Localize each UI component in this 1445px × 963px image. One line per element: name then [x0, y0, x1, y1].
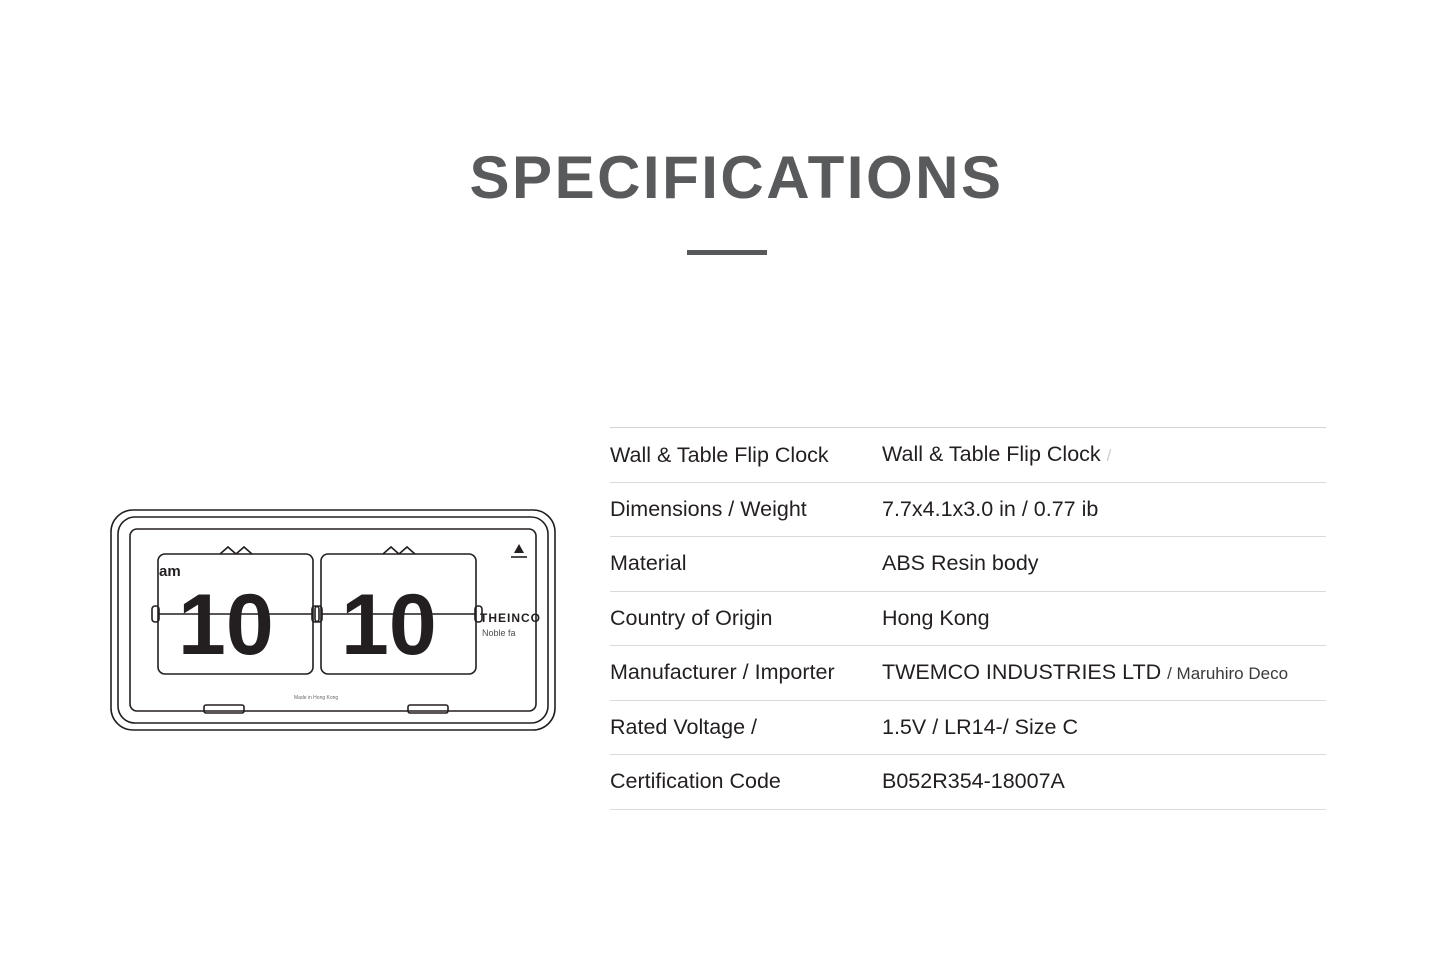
table-row — [610, 428, 1326, 483]
specifications-table — [610, 427, 1326, 810]
minute-digits: 10 — [341, 577, 437, 673]
brand-subtext: Noble fa — [482, 628, 516, 638]
spec-label: Certification Code — [610, 769, 781, 794]
base-microtext: Made in Hong Kong — [294, 695, 339, 701]
spec-value: B052R354-18007A — [882, 769, 1065, 794]
brand-wordmark: THEINCO — [480, 611, 541, 625]
table-row — [610, 591, 1326, 646]
spec-value: TWEMCO INDUSTRIES LTD — [882, 660, 1162, 685]
table-row — [610, 700, 1326, 755]
spec-label: Material — [610, 551, 687, 576]
table-cell-value — [882, 646, 1326, 701]
spec-value-extra: / Maruhiro Deco — [1167, 664, 1289, 684]
table-cell-value — [882, 428, 1326, 483]
table-cell-label — [610, 646, 882, 701]
spec-value: 1.5V / LR14-/ Size C — [882, 714, 1078, 739]
table-row — [610, 482, 1326, 537]
table-cell-value — [882, 482, 1326, 537]
page-header — [0, 144, 1445, 255]
spec-label: Manufacturer / Importer — [610, 660, 835, 685]
specifications-table-body — [610, 428, 1326, 810]
spec-label: Dimensions / Weight — [610, 496, 807, 521]
table-cell-value — [882, 755, 1326, 810]
table-cell-label — [610, 428, 882, 483]
table-cell-value — [882, 700, 1326, 755]
spec-label: Country of Origin — [610, 605, 773, 630]
title-underline-divider — [687, 250, 767, 255]
spec-value: Hong Kong — [882, 605, 990, 630]
spec-value: 7.7x4.1x3.0 in / 0.77 ib — [882, 496, 1099, 521]
am-indicator-label: am — [159, 563, 181, 580]
spec-label: Wall & Table Flip Clock — [610, 442, 829, 467]
spec-value: Wall & Table Flip Clock — [882, 442, 1101, 467]
table-cell-label — [610, 700, 882, 755]
product-illustration — [108, 500, 558, 740]
table-row — [610, 537, 1326, 592]
spec-value: ABS Resin body — [882, 551, 1039, 576]
table-cell-label — [610, 482, 882, 537]
table-cell-label — [610, 755, 882, 810]
page-title: SPECIFICATIONS — [469, 144, 1004, 211]
table-row — [610, 755, 1326, 810]
table-cell-label — [610, 537, 882, 592]
table-cell-value — [882, 537, 1326, 592]
flip-clock-line-drawing — [108, 500, 558, 740]
table-cell-label — [610, 591, 882, 646]
table-cell-value — [882, 591, 1326, 646]
spec-value-extra: / — [1106, 446, 1112, 466]
hour-digits: 10 — [178, 577, 274, 673]
table-row — [610, 646, 1326, 701]
spec-label: Rated Voltage / — [610, 714, 758, 739]
